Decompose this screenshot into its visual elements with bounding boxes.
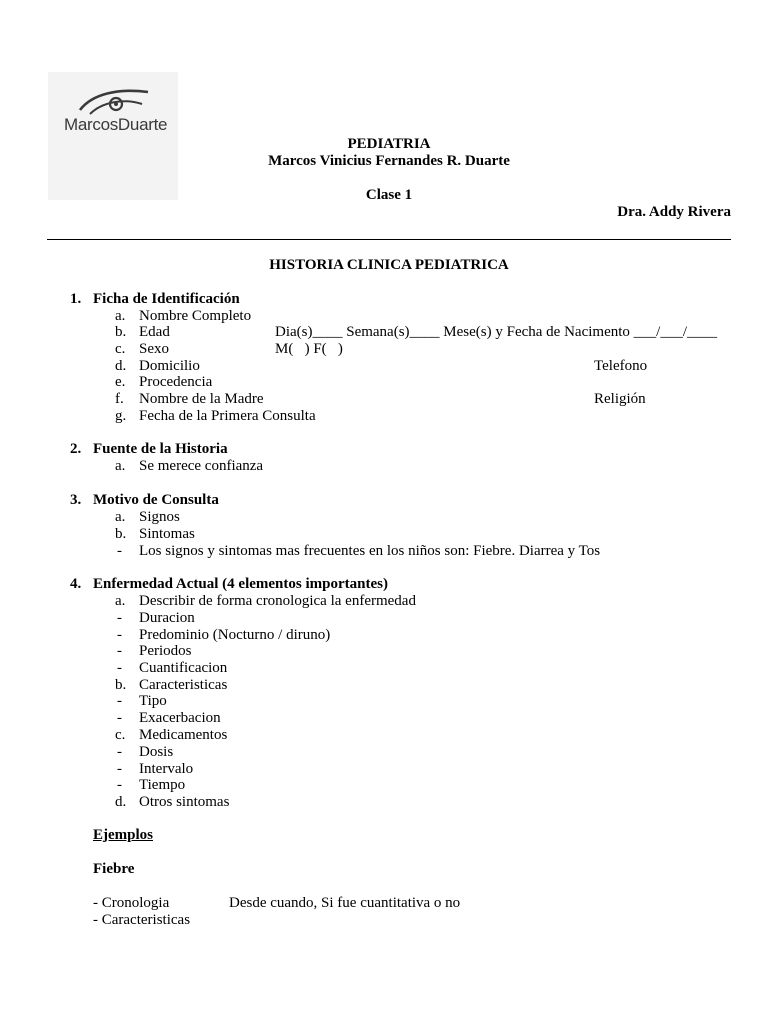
section-1-number: 1. (70, 291, 82, 307)
age-fields: Dia(s)____ Semana(s)____ Mese(s) y Fecha de Nacimento ___/___/____ (275, 324, 717, 340)
list-marker: - (117, 610, 122, 626)
section-4-number: 4. (70, 576, 82, 592)
fever-heading: Fiebre (93, 861, 135, 877)
list-marker: - (117, 543, 122, 559)
list-marker: f. (115, 391, 124, 407)
document-title: HISTORIA CLINICA PEDIATRICA (269, 257, 509, 273)
list-marker: - (117, 643, 122, 659)
header-instructor: Dra. Addy Rivera (617, 204, 731, 220)
list-item: Dosis (139, 744, 174, 760)
list-item: Sexo (139, 341, 169, 357)
list-marker: b. (115, 526, 127, 542)
example-key: - Caracteristicas (93, 912, 191, 928)
list-marker: - (117, 627, 122, 643)
list-item: Domicilio (139, 358, 200, 374)
list-marker: - (117, 777, 122, 793)
divider (47, 239, 731, 240)
religion-label: Religión (594, 391, 646, 407)
list-item: Intervalo (139, 761, 194, 777)
list-item: Exacerbacion (139, 710, 221, 726)
list-item: Tiempo (139, 777, 186, 793)
list-marker: g. (115, 408, 127, 424)
header-subject: PEDIATRIA (347, 136, 431, 152)
section-2-number: 2. (70, 441, 82, 457)
list-item: Los signos y sintomas mas frecuentes en los niños son: Fiebre. Diarrea y Tos (139, 543, 601, 559)
list-item: Cuantificacion (139, 660, 228, 676)
logo-text: MarcosDuarte (64, 115, 168, 134)
list-marker: - (117, 761, 122, 777)
list-item: Duracion (139, 610, 195, 626)
section-2-title: Fuente de la Historia (93, 441, 228, 457)
section-3-title: Motivo de Consulta (93, 492, 219, 508)
list-item: Edad (139, 324, 170, 340)
list-item: Nombre Completo (139, 308, 252, 324)
list-item: Caracteristicas (139, 677, 228, 693)
list-marker: a. (115, 593, 126, 609)
list-item: Sintomas (139, 526, 195, 542)
list-marker: b. (115, 677, 127, 693)
example-key: - Cronologia (93, 895, 170, 911)
list-item: Otros sintomas (139, 794, 230, 810)
list-marker: e. (115, 374, 126, 390)
phone-label: Telefono (594, 358, 648, 374)
list-item: Se merece confianza (139, 458, 264, 474)
list-item: Describir de forma cronologica la enfermedad (139, 593, 416, 609)
section-4-title: Enfermedad Actual (4 elementos importantes) (93, 576, 388, 592)
examples-heading: Ejemplos (93, 827, 153, 843)
example-value: Desde cuando, Si fue cuantitativa o no (229, 895, 461, 911)
list-marker: - (117, 660, 122, 676)
list-marker: d. (115, 358, 127, 374)
sex-fields: M( ) F( ) (275, 341, 343, 357)
list-item: Procedencia (139, 374, 213, 390)
list-marker: - (117, 710, 122, 726)
list-marker: c. (115, 727, 126, 743)
section-3-number: 3. (70, 492, 82, 508)
list-item: Tipo (139, 693, 167, 709)
list-item: Predominio (Nocturno / diruno) (139, 627, 331, 643)
list-marker: c. (115, 341, 126, 357)
list-marker: a. (115, 308, 126, 324)
list-item: Periodos (139, 643, 192, 659)
list-marker: - (117, 744, 122, 760)
list-marker: a. (115, 458, 126, 474)
list-marker: d. (115, 794, 127, 810)
header-class: Clase 1 (365, 187, 413, 203)
list-item: Fecha de la Primera Consulta (139, 408, 316, 424)
list-marker: - (117, 693, 122, 709)
header-author: Marcos Vinicius Fernandes R. Duarte (268, 153, 510, 169)
list-item: Nombre de la Madre (139, 391, 264, 407)
section-1-title: Ficha de Identificación (93, 291, 240, 307)
list-marker: b. (115, 324, 127, 340)
list-marker: a. (115, 509, 126, 525)
list-item: Medicamentos (139, 727, 228, 743)
list-item: Signos (139, 509, 180, 525)
